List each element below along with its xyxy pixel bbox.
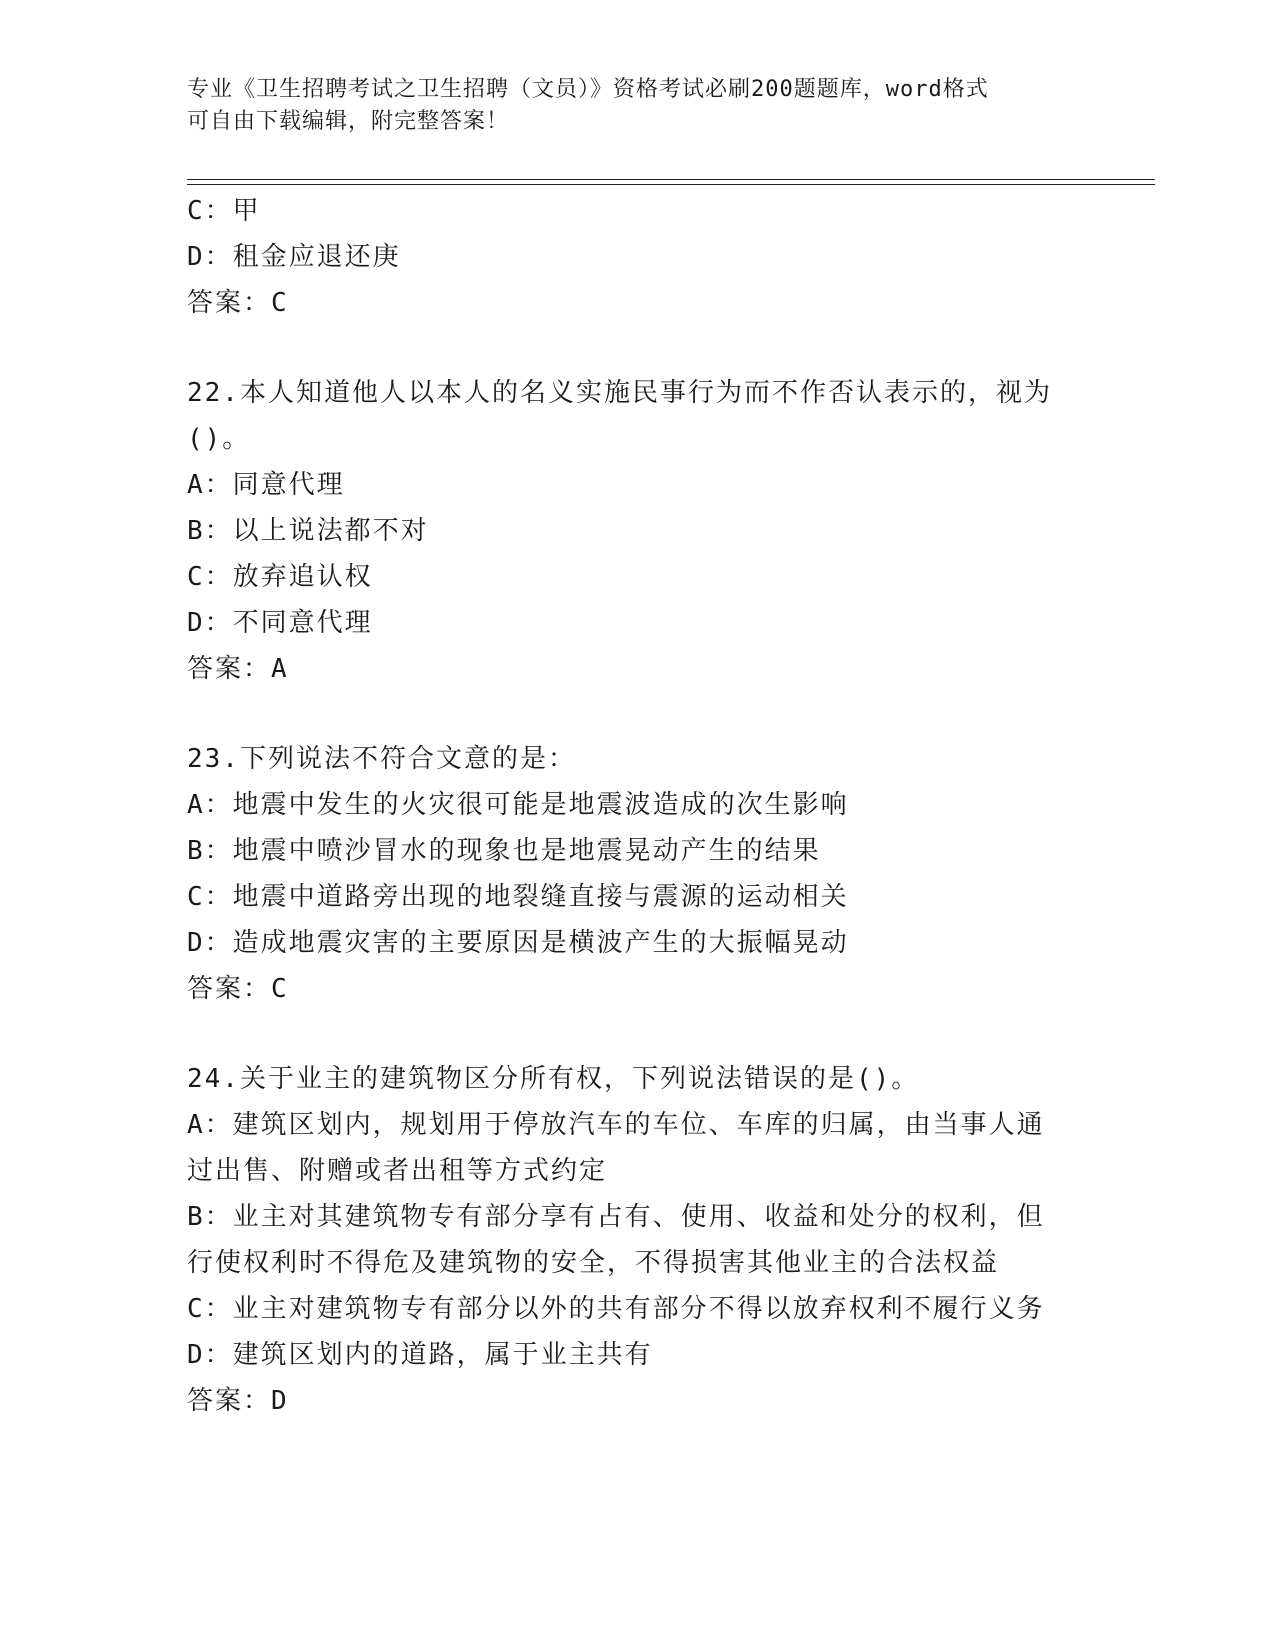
header-divider-top: [187, 179, 1155, 180]
option-line: D：造成地震灾害的主要原因是横波产生的大振幅晃动: [187, 928, 849, 958]
option-line: B：业主对其建筑物专有部分享有占有、使用、收益和处分的权利，但: [187, 1202, 1045, 1232]
answer-value: D: [271, 1386, 289, 1416]
option-line: C：业主对建筑物专有部分以外的共有部分不得以放弃权利不履行义务: [187, 1294, 1045, 1324]
option-line: A：同意代理: [187, 470, 345, 500]
option-line: B：地震中喷沙冒水的现象也是地震晃动产生的结果: [187, 836, 821, 866]
question-stem-line: 24.关于业主的建筑物区分所有权，下列说法错误的是()。: [187, 1064, 920, 1094]
spacer: [187, 1012, 1087, 1056]
spacer: [187, 326, 1087, 370]
option-line: A：建筑区划内，规划用于停放汽车的车位、车库的归属，由当事人通: [187, 1110, 1045, 1140]
question-23: [187, 736, 1087, 1012]
question-stem-line: 22.本人知道他人以本人的名义实施民事行为而不作否认表示的，视为: [187, 378, 1052, 408]
answer-label: 答案：: [187, 1386, 272, 1416]
answer-value: A: [271, 654, 289, 684]
option-line: 行使权利时不得危及建筑物的安全，不得损害其他业主的合法权益: [187, 1248, 1000, 1278]
document-body: [187, 188, 1087, 1424]
question-22: [187, 370, 1087, 692]
question-21-continued: [187, 188, 1087, 326]
answer-label: 答案：: [187, 654, 272, 684]
option-line: D：租金应退还庚: [187, 242, 401, 272]
spacer: [187, 692, 1087, 736]
option-line: C：放弃追认权: [187, 562, 373, 592]
question-stem-line: ()。: [187, 424, 251, 454]
answer-label: 答案：: [187, 288, 272, 318]
option-line: D：建筑区划内的道路，属于业主共有: [187, 1340, 653, 1370]
question-24: [187, 1056, 1087, 1424]
option-line: C：甲: [187, 196, 261, 226]
answer-label: 答案：: [187, 974, 272, 1004]
option-line: C：地震中道路旁出现的地裂缝直接与震源的运动相关: [187, 882, 849, 912]
answer-value: C: [271, 288, 289, 318]
answer-line: [187, 966, 1087, 1012]
answer-line: [187, 646, 1087, 692]
option-line: B：以上说法都不对: [187, 516, 429, 546]
question-stem-line: 23.下列说法不符合文意的是：: [187, 744, 576, 774]
option-line: 过出售、附赠或者出租等方式约定: [187, 1156, 608, 1186]
answer-line: [187, 1378, 1087, 1424]
header-divider-bottom: [187, 184, 1155, 185]
answer-value: C: [271, 974, 289, 1004]
option-line: A：地震中发生的火灾很可能是地震波造成的次生影响: [187, 790, 849, 820]
header-title-line-1: 专业《卫生招聘考试之卫生招聘（文员）》资格考试必刷200题题库，word格式: [187, 77, 989, 102]
answer-line: [187, 280, 1087, 326]
option-line: D：不同意代理: [187, 608, 373, 638]
document-header: [187, 74, 1067, 138]
header-title-line-2: 可自由下载编辑，附完整答案！: [187, 109, 510, 134]
